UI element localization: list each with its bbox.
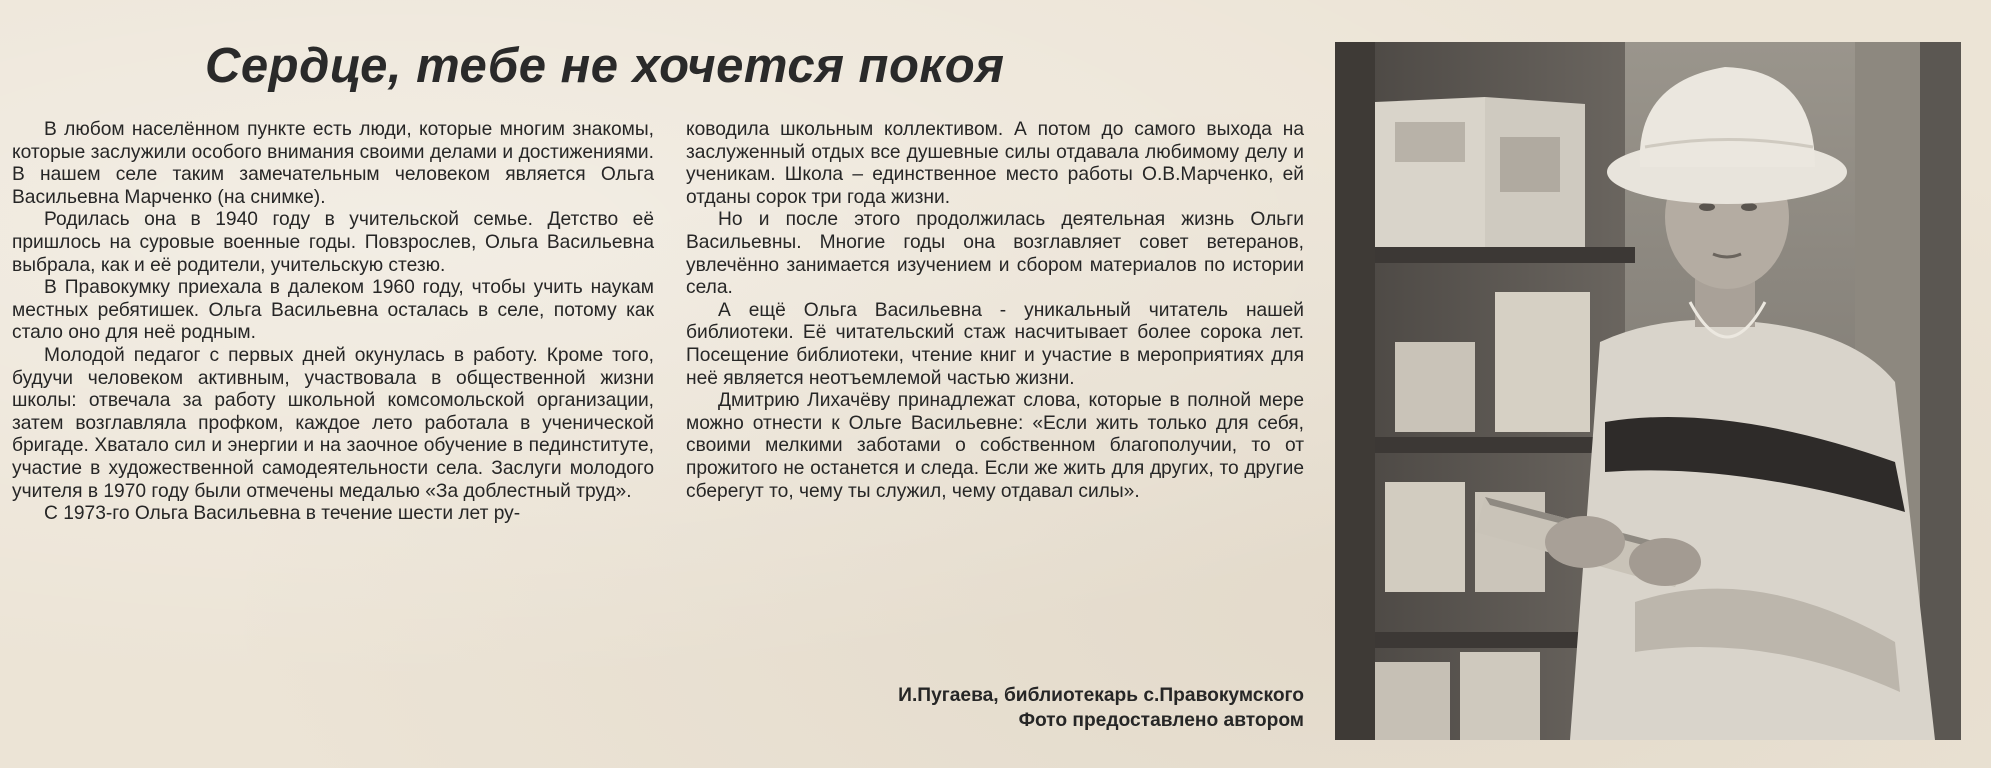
- paragraph: А ещё Ольга Васильевна - уникальный читатель нашей библиотеки. Её читательский стаж насчитывает более сорока лет. Посещение библиотеки, чтение книг и участие в мероприятиях для неё является неотъемлемой частью жизни.: [686, 299, 1304, 389]
- paragraph: Родилась она в 1940 году в учительской семье. Детство её пришлось на суровые военные годы. Повзрослев, Ольга Васильевна выбрала, как и её родители, учительскую стезю.: [12, 209, 654, 276]
- photo-credit: Фото предоставлено автором: [1018, 710, 1304, 731]
- paragraph: Молодой педагог с первых дней окунулась в работу. Кроме того, будучи человеком активным, участвовала в общественной жизни школы: отвечала за работу школьной комсомольской организации, затем возглавляла профком, каждое лето работала в ученической бригаде. Хватало сил и энергии и на заочное обучение в пединституте, участие в художественной самодеятельности села. Заслуги молодого учителя в 1970 году были отмечены медалью «За доблестный труд».: [12, 344, 654, 502]
- paragraph: С 1973-го Ольга Васильевна в течение шести лет ру-: [44, 503, 521, 525]
- paragraph: В любом населённом пункте есть люди, которые многим знакомы, которые заслужили особого внимания своими делами и достижениями. В нашем селе таким замечательным человеком является Ольга Васильевна Марченко (на снимке).: [12, 119, 654, 208]
- paragraph: В Правокумку приехала в далеком 1960 году, чтобы учить наукам местных ребятишек. Ольга Васильевна осталась в селе, потому как стало оно для неё родным.: [12, 277, 654, 344]
- paragraph: ководила школьным коллективом. А потом до самого выхода на заслуженный отдых все душевные силы отдавала любимому делу и ученикам. Школа – единственное место работы О.В.Марченко, ей отданы сорок три года жизни.: [686, 119, 1304, 208]
- paragraph: Дмитрию Лихачёву принадлежат слова, которые в полной мере можно отнести к Ольге Васильевне: «Если жить только для себя, своими мелкими заботами о собственном благополучии, то от прожитого не останется и следа. Если же жить для других, то другие сберегут то, чему ты служил, чему отдавал силы».: [686, 390, 1304, 502]
- paragraph: Но и после этого продолжилась деятельная жизнь Ольги Васильевны. Многие годы она возглавляет совет ветеранов, увлечённо занимается изучением и сбором материалов по истории села.: [686, 209, 1304, 299]
- article-column-2: [686, 119, 1304, 503]
- bleed-through-texture: [0, 0, 1991, 40]
- author-line: И.Пугаева, библиотекарь с.Правокумского: [898, 685, 1304, 706]
- article-column-1: [12, 119, 654, 526]
- photo-woman-in-library: [1335, 42, 1961, 740]
- article-headline: Сердце, тебе не хочется покоя: [205, 39, 1005, 93]
- article-signature: [686, 683, 1304, 733]
- article-photo: [1335, 42, 1961, 740]
